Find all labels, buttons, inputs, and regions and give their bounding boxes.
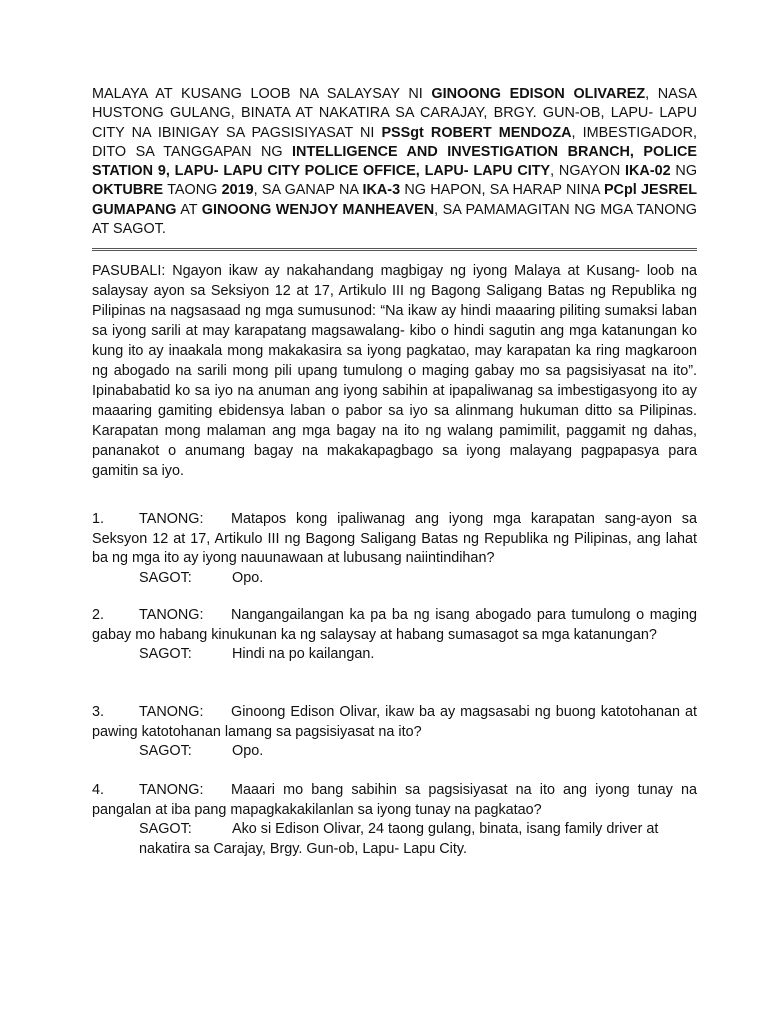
header-text: , IMBESTIGADOR, DITO SA TANGGAPAN NG [92,124,697,160]
qa-item [92,703,697,762]
answer-line [92,645,697,665]
question-label: TANONG: [139,704,204,720]
affiant-name: GINOONG EDISON OLIVAREZ [431,86,646,102]
answer-text: Opo. [232,743,264,760]
office-name: INTELLIGENCE AND INVESTIGATION BRANCH, POLICE STATION 9, LAPU- LAPU CITY POLICE OFFICE, LAPU- LAPU CITY [92,143,697,180]
witness-name-2: GINOONG WENJOY MANHEAVEN [201,201,435,218]
question-label: TANONG: [139,511,204,527]
question-text: Maaari mo bang sabihin sa pagsisiyasat na ito ang iyong tunay na pangalan at iba pang mapagkakakilanlan sa iyong tunay na pagkatao? [92,782,697,818]
question-line [92,781,697,820]
header-text: , SA GANAP NA [253,182,363,199]
question-number: 4. [92,782,105,798]
question-label: TANONG: [139,607,204,623]
question-text: Ginoong Edison Olivar, ikaw ba ay magsasabi ng buong katotohanan at pawing katotohanan lamang sa pagsisiyasat na ito? [92,704,697,740]
answer-label: SAGOT: [139,646,192,663]
statement-header [92,85,697,239]
qa-item [92,606,697,665]
header-text: TAONG [163,182,222,199]
question-number: 1. [92,511,105,527]
question-text: Matapos kong ipaliwanag ang iyong mga karapatan sang-ayon sa Seksyon 12 at 17, Artikulo III ng Bagong Saligang Batas ng Republika ng Pilipinas, ang lahat ba ng mga ito ay iyong nauunawaan at lubusang naiintindihan? [92,511,697,567]
header-text: , NGAYON [550,163,626,180]
header-text: AT [176,201,202,218]
question-label: TANONG: [139,782,204,798]
header-text: NG [670,163,698,180]
header-text: NG HAPON, SA HARAP NINA [400,182,604,199]
investigator-name: PSSgt ROBERT MENDOZA [381,124,572,141]
answer-line [92,820,697,859]
time-hour: IKA-3 [362,182,401,199]
question-line [92,510,697,569]
answer-text: Hindi na po kailangan. [232,646,375,663]
answer-text: Ako si Edison Olivar, 24 taong gulang, binata, isang family driver at nakatira sa Carajay, Brgy. Gun-ob, Lapu- Lapu City. [139,821,659,857]
question-text: Nangangailangan ka pa ba ng isang abogado para tumulong o maging gabay mo habang kinukunan ka ng salaysay at habang sumasagot sa mga katanungan? [92,607,697,643]
date-day: IKA-02 [625,163,671,180]
answer-text: Opo. [232,569,264,586]
question-number: 3. [92,704,105,720]
date-month: OKTUBRE [92,182,164,199]
header-text: , SA PAMAMAGITAN NG MGA TANONG AT SAGOT. [92,201,697,238]
answer-label: SAGOT: [139,821,192,838]
header-text: , NASA HUSTONG GULANG, BINATA AT NAKATIRA SA CARAJAY, BRGY. GUN-OB, LAPU- LAPU CITY NA IBINIGAY SA PAGSISIYASAT NI [92,86,697,141]
header-text: MALAYA AT KUSANG LOOB NA SALAYSAY NI [92,86,432,102]
question-line [92,703,697,742]
question-line [92,606,697,645]
question-number: 2. [92,607,105,623]
witness-name-1: PCpl JESREL GUMAPANG [92,182,698,218]
preamble-paragraph: PASUBALI: Ngayon ikaw ay nakahandang magbigay ng iyong Malaya at Kusang- loob na salaysay ayon sa Seksiyon 12 at 17, Artikulo III ng Bagong Saligang Batas ng Republika ng Pilipinas na nagsasaad ng mga sumusunod: “Na ikaw ay hindi maaaring piliting sumaksi laban sa iyong sarili at may karapatang magsawalang- kibo o hindi sagutin ang mga katanungan ko kung ito ay inaakala mong makakasira sa iyong pagkatao, may karapatan ka ring magkaroon ng abogado na sarili mong pili upang tumulong o maging gabay mo sa pagsisiyasat na ito”. Ipinababatid ko sa iyo na anuman ang iyong sabihin at ipapaliwanag sa imbestigasyong ito ay maaaring gamiting ebidensya laban o pabor sa iyo sa alinmang hukuman ditto sa Pilipinas. Karapatan mong malaman ang mga bagay na ito ng walang pamimilit, paggamit ng dahas, pananakot o anumang bagay na makakapagbago sa iyong malayang pagpapasya para gamitin sa iyo. [92,263,697,479]
qa-item [92,510,697,588]
answer-label: SAGOT: [139,743,192,760]
answer-line [92,742,697,762]
answer-line [92,569,697,589]
qa-item [92,781,697,859]
date-year: 2019 [221,182,254,199]
answer-label: SAGOT: [139,569,192,586]
double-divider [92,248,697,251]
